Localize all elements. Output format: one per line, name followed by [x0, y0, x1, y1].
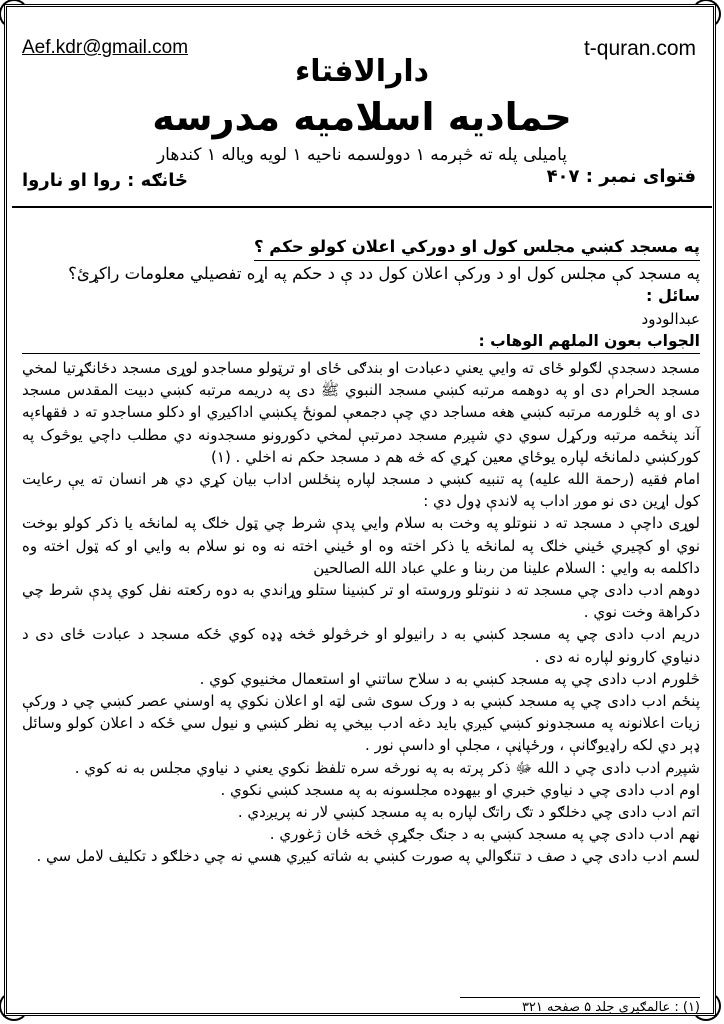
question-title: په مسجد کښي مجلس کول او دورکي اعلان کولو حکم ؟ [254, 236, 700, 261]
answer-paragraph: شپږم ادب دادی چي د الله ﷻ ذکر پرته به په نورڅه سره تلفظ نکوي یعني د نیاوي مجلس به نه کوي . [74, 758, 700, 777]
answer-paragraph: دوهم ادب دادی چي مسجد ته د ننوتلو وروسته او تر کښینا ستلو وړاندي به دوه رکعته نفل کوي پدې شرط چي دکراهة وخت نوي . [22, 581, 700, 622]
topic-category: ځانګه : روا او ناروا [22, 170, 188, 191]
answer-paragraph: امام فقیه (رحمة الله علیه) په تنبیه کښي د مسجد لپاره پنځلس اداب بیان کړي دي هر انسان ته یې رعایت کول اړین دی نو موږ اداب په لاندې ډول دي : [22, 470, 700, 511]
answer-paragraph: مسجد دسجدې لګولو ځای ته وایي یعني دعبادت او بندګی ځای او ترټولو مساجدو لوړی مسجد دځانګړتیا لمخي مسجد الحرام دی او په دوهمه مرتبه کښي مسجد النبوي ﷺ دی په دریمه مرتبه کښي دبیت المقدس مسجد دی او په څلورمه مرتبه کښي هغه مساجد دي چې دجمعې لمونځ پکښي اداکیږي او دکلو مساجدو ته د فقهاءپه آند پنځمه مرتبه ورکړل سوي دي شپږم مسجد دمرتبې لمخي دکورونو مسجدونه دي مطلب داچي یوڅوک په کورکښي دلمانځه لپاره یوځاي معین کړي که څه هم د مسجد حکم نه اخلي . (۱) [22, 359, 700, 466]
email-link[interactable]: Aef.kdr@gmail.com [22, 37, 189, 58]
asker-name: عبدالودود [641, 309, 700, 328]
asker-label: سائل : [646, 286, 700, 306]
answer-paragraph: اتم ادب دادی چي دخلګو د تګ راتګ لپاره به په مسجد کښي لار نه پریږدي . [237, 803, 700, 822]
header-divider [12, 206, 712, 208]
dar-ul-ifta-title: دارالافتاء [294, 54, 430, 89]
answer-paragraph: پنځم ادب دادی چي په مسجد کښي به د ورک سوی شی لټه او اعلان نکوي په اوسني عصر کښي چي د ورکې زیات اعلانونه په مسجدونو کښي کیږي باید دغه ادب بیخي په نظر کښي و نیول سي ځکه د اعلان کولو وسائل ډېر دي لکه راډیوګانې ، ورځپاڼې ، مجلې او داسې نور . [22, 692, 700, 755]
answer-paragraph: نهم ادب دادی چي په مسجد کښي به د جنګ جګړې څخه ځان ژغوري . [269, 825, 700, 844]
answer-heading: الجواب بعون الملهم الوهاب : [22, 330, 700, 354]
corner-ornament [0, 991, 29, 1021]
answer-paragraph: دریم ادب دادی چي په مسجد کښي به د رانیولو او خرڅولو څخه ډډه کوي ځکه مسجد د عبادت ځای دی د دنیاوي کارونو لپاره نه دی . [22, 625, 700, 666]
corner-ornament [691, 0, 721, 29]
madrasa-name: حمادیه اسلامیه مدرسه [152, 95, 572, 139]
answer-paragraph: لسم ادب دادی چي د صف د تنګوالي په صورت کښي به شاته کیږي هسي نه چي دخلګو د تکلیف لامل سي . [36, 847, 700, 866]
website-link[interactable]: t-quran.com [583, 37, 696, 60]
address: پامیلی پله ته څېرمه ۱ دوولسمه ناحیه ۱ لویه ویاله ۱ کندهار [156, 145, 568, 165]
question-text: په مسجد کې مجلس کول او د ورکې اعلان کول دد ې د حکم په اړه تفصیلي معلومات راکړئ؟ [68, 264, 700, 284]
answer-paragraph: څلورم ادب دادی چي په مسجد کښي به د سلاح ساتني او استعمال مخنیوي کوي . [199, 669, 700, 688]
fatwa-body [22, 236, 700, 868]
footnote: (۱) : عالمګیري جلد ۵ صفحه ۳۲۱ [521, 1000, 700, 1015]
corner-ornament [0, 0, 29, 29]
answer-paragraph: اوم ادب دادی چي د نیاوي خبري او بیهوده مجلسونه به په مسجد کښي نکوي . [220, 780, 700, 799]
footnote-divider [460, 997, 700, 998]
fatwa-number: فتوای نمبر : ۴۰۷ [546, 166, 696, 187]
answer-paragraph: لوړی داچې د مسجد ته د ننوتلو په وخت به سلام وایي پدې شرط چي ټول خلګ په لمانځه یا ذکر کولو بوخت نوي او کچیري ځیني خلګ په لمانځه یا ذکر اخته وه او ځیني اخته نه وه نو سلام به وایي او که ټول اخته وه داکلمه به وایي : السلام علینا من ربنا و علي عباد الله الصالحین [22, 514, 700, 577]
